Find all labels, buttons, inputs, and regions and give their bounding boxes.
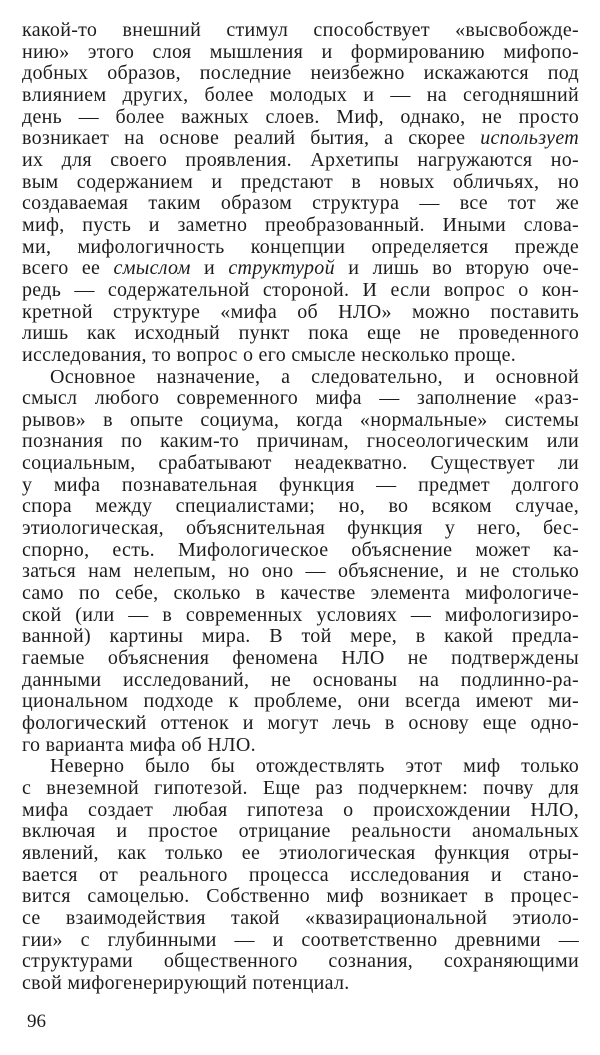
text-line bbox=[22, 583, 579, 605]
text-segment: гаемые объяснения феномена НЛО не подтверждены bbox=[22, 647, 579, 670]
text-line bbox=[22, 453, 579, 475]
text-line bbox=[22, 821, 579, 843]
text-line bbox=[22, 172, 579, 194]
text-segment: лишь как исходный пункт пока еще не проведенного bbox=[22, 322, 579, 345]
text-line bbox=[22, 670, 579, 692]
text-line bbox=[22, 756, 579, 778]
text-line bbox=[22, 735, 579, 757]
text-segment: смысл любого современного мифа — заполнение «раз- bbox=[22, 387, 579, 410]
text-segment: всего ее bbox=[22, 257, 114, 280]
text-segment: создаваемая таким образом структура — все тот же bbox=[22, 192, 579, 215]
paragraph bbox=[22, 367, 579, 757]
text-segment: вается от реального процесса исследования и стано- bbox=[22, 863, 579, 886]
text-line bbox=[22, 63, 579, 85]
text-segment: спорно, есть. Мифологическое объяснение может ка- bbox=[22, 538, 579, 561]
text-segment: с внеземной гипотезой. Еще раз подчеркнем: почву для bbox=[22, 776, 579, 799]
italic-text: использует bbox=[480, 127, 579, 150]
text-line bbox=[22, 951, 579, 973]
text-line bbox=[22, 215, 579, 237]
text-line bbox=[22, 886, 579, 908]
text-segment: свой мифогенерирующий потенциал. bbox=[22, 971, 350, 994]
paragraph bbox=[22, 20, 579, 367]
text-segment: Основное назначение, а следовательно, и основной bbox=[50, 365, 579, 388]
text-segment: у мифа познавательная функция — предмет долгого bbox=[22, 473, 579, 496]
text-segment: какой-то внешний стимул способствует «высвобожде- bbox=[22, 19, 579, 41]
text-segment: данными исследований, не основаны на подлинно-ра- bbox=[22, 668, 579, 691]
text-segment: ской (или — в современных условиях — мифологизиро- bbox=[22, 603, 579, 626]
text-line bbox=[22, 20, 579, 42]
text-line bbox=[22, 302, 579, 324]
text-segment: добных образов, последние неизбежно искажаются под bbox=[22, 62, 579, 85]
text-segment: их для своего проявления. Архетипы нагружаются но- bbox=[22, 148, 579, 171]
text-line bbox=[22, 540, 579, 562]
text-line bbox=[22, 865, 579, 887]
text-line bbox=[22, 150, 579, 172]
text-segment: познания по каким-то причинам, гносеологическим или bbox=[22, 430, 579, 453]
text-segment: день — более важных слоев. Миф, однако, не просто bbox=[22, 105, 579, 128]
text-segment: гии» с глубинными — и соответственно древними — bbox=[22, 928, 579, 951]
text-segment: структурами общественного сознания, сохраняющими bbox=[22, 950, 579, 973]
text-segment: включая и простое отрицание реальности аномальных bbox=[22, 820, 579, 843]
text-line bbox=[22, 930, 579, 952]
text-line bbox=[22, 778, 579, 800]
text-segment: само по себе, сколько в качестве элемента мифологиче- bbox=[22, 582, 579, 605]
text-segment: фологический оттенок и могут лечь в основу еще одно- bbox=[22, 712, 579, 734]
page-number: 96 bbox=[27, 1011, 46, 1032]
text-segment: мифа создает любая гипотеза о происхождении НЛО, bbox=[22, 798, 579, 821]
text-line bbox=[22, 626, 579, 648]
text-line bbox=[22, 237, 579, 259]
text-line bbox=[22, 431, 579, 453]
text-segment: вым содержанием и предстают в новых обличьях, но bbox=[22, 170, 579, 193]
text-line bbox=[22, 193, 579, 215]
text-line bbox=[22, 367, 579, 389]
text-line bbox=[22, 605, 579, 627]
text-line bbox=[22, 518, 579, 540]
text-segment: нию» этого слоя мышления и формированию мифопо- bbox=[22, 40, 579, 63]
text-line bbox=[22, 561, 579, 583]
text-line bbox=[22, 973, 579, 995]
paragraph bbox=[22, 756, 579, 994]
text-line bbox=[22, 280, 579, 302]
text-line bbox=[22, 908, 579, 930]
text-segment: Неверно было бы отождествлять этот миф только bbox=[50, 755, 579, 778]
text-segment: явлений, как только ее этиологическая функция отры- bbox=[22, 841, 579, 864]
text-line bbox=[22, 42, 579, 64]
text-line bbox=[22, 713, 579, 735]
text-segment: миф, пусть и заметно преобразованный. Иными слова- bbox=[22, 213, 579, 236]
text-line bbox=[22, 691, 579, 713]
text-segment: циональном подходе к проблеме, они всегда имеют ми- bbox=[22, 690, 579, 713]
text-line bbox=[22, 85, 579, 107]
text-line bbox=[22, 258, 579, 280]
text-line bbox=[22, 648, 579, 670]
text-segment: исследования, то вопрос о его смысле несколько проще. bbox=[22, 343, 517, 366]
text-segment: вится самоцелью. Собственно миф возникает в процес- bbox=[22, 885, 579, 908]
text-segment: редь — содержательной стороной. И если вопрос о кон- bbox=[22, 278, 579, 301]
text-segment: рывов» в опыте социума, когда «нормальные» системы bbox=[22, 408, 579, 431]
text-segment: се взаимодействия такой «квазирациональной этиоло- bbox=[22, 906, 579, 929]
text-line bbox=[22, 843, 579, 865]
page-body bbox=[22, 20, 579, 995]
text-segment: и bbox=[190, 257, 229, 280]
text-segment: кретной структуре «мифа об НЛО» можно поставить bbox=[22, 300, 579, 323]
text-line bbox=[22, 323, 579, 345]
text-line bbox=[22, 388, 579, 410]
text-line bbox=[22, 410, 579, 432]
text-segment: возникает на основе реалий бытия, а скорее bbox=[22, 127, 481, 150]
text-line bbox=[22, 475, 579, 497]
text-segment: этиологическая, объяснительная функция у него, бес- bbox=[22, 517, 579, 540]
italic-text: смыслом bbox=[113, 257, 191, 280]
text-segment: ванной) картины мира. В той мере, в какой предла- bbox=[22, 625, 579, 648]
italic-text: структурой bbox=[228, 257, 335, 280]
text-segment: и лишь во вторую оче- bbox=[334, 257, 580, 280]
text-line bbox=[22, 345, 579, 367]
text-segment: заться нам нелепым, но оно — объяснение, и не столько bbox=[22, 560, 579, 583]
text-segment: влиянием других, более молодых и — на сегодняшний bbox=[22, 83, 579, 106]
text-line bbox=[22, 128, 579, 150]
text-line bbox=[22, 107, 579, 129]
text-segment: социальным, срабатывают неадекватно. Существует ли bbox=[22, 452, 579, 475]
text-line bbox=[22, 800, 579, 822]
text-segment: го варианта мифа об НЛО. bbox=[22, 733, 256, 756]
text-segment: спора между специалистами; но, во всяком случае, bbox=[22, 495, 579, 518]
text-segment: ми, мифологичность концепции определяется прежде bbox=[22, 235, 579, 258]
text-line bbox=[22, 496, 579, 518]
